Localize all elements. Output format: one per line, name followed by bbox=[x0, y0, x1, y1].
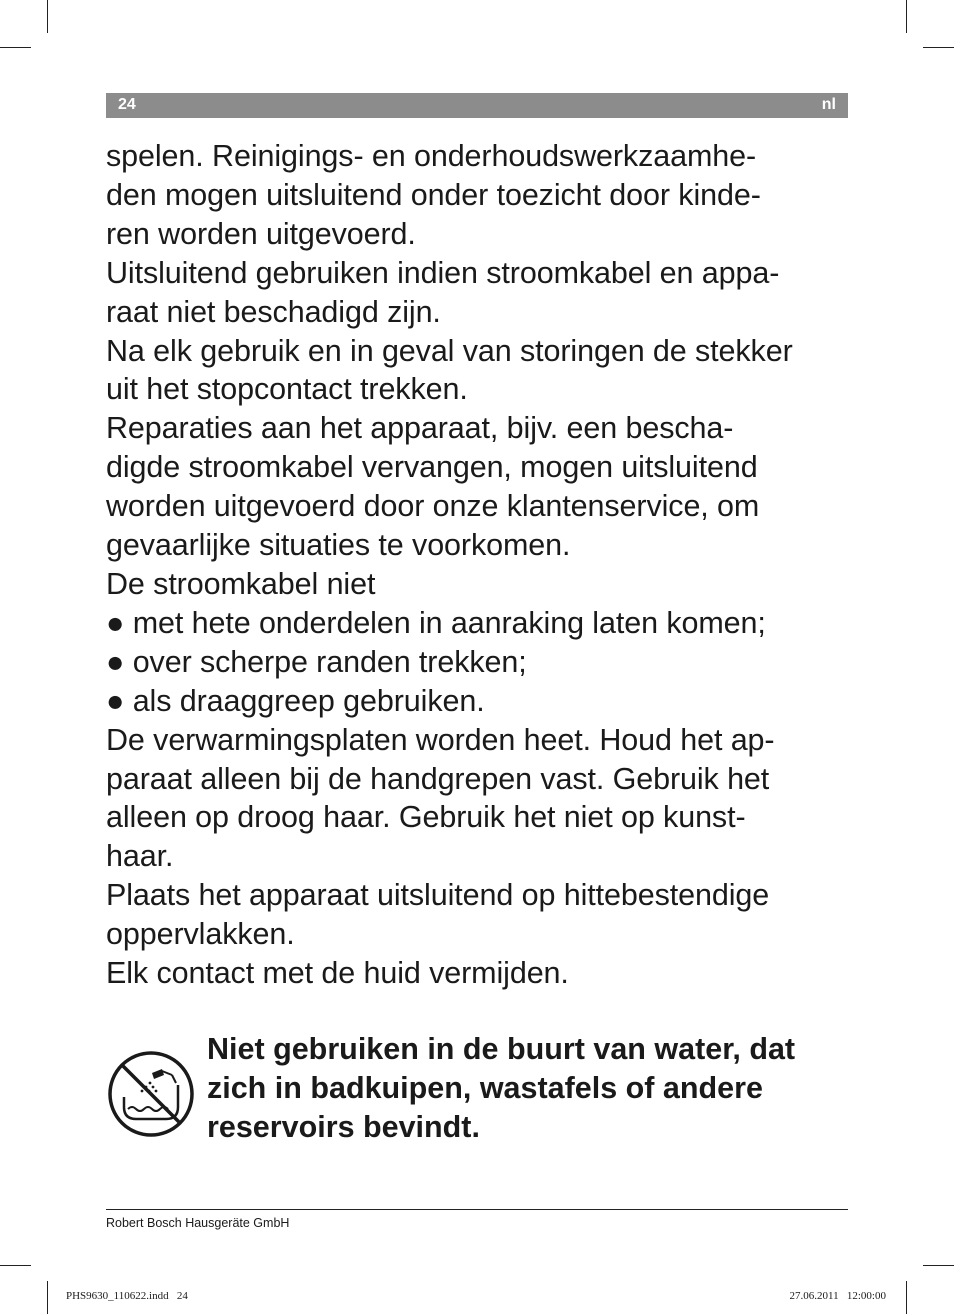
text-line: worden uitgevoerd door onze klantenservice, om bbox=[106, 489, 760, 524]
print-slug-datetime: 27.06.2011 12:00:00 bbox=[789, 1290, 886, 1302]
page-number: 24 bbox=[118, 96, 136, 113]
text-line: spelen. Reinigings- en onderhoudswerkzaamhe- bbox=[106, 139, 757, 173]
text-line: uit het stopcontact trekken. bbox=[106, 372, 468, 407]
bullet-item: ● over scherpe randen trekken; bbox=[106, 644, 527, 679]
bullet-item: ● met hete onderdelen in aanraking laten komen; bbox=[106, 605, 766, 640]
crop-mark bbox=[47, 1281, 48, 1314]
safety-instructions-text bbox=[106, 137, 866, 993]
language-code: nl bbox=[821, 96, 836, 113]
no-water-bath-icon bbox=[106, 1049, 196, 1139]
text-line: Na elk gebruik en in geval van storingen de stekker bbox=[106, 333, 793, 368]
footer-divider bbox=[106, 1209, 848, 1210]
print-slug-file: PHS9630_110622.indd 24 bbox=[66, 1290, 188, 1302]
text-line: Plaats het apparaat uitsluitend op hittebestendige bbox=[106, 878, 770, 913]
warning-line: Niet gebruiken in de buurt van water, dat bbox=[207, 1032, 796, 1066]
text-line: den mogen uitsluitend onder toezicht door kinde- bbox=[106, 177, 761, 212]
text-line: paraat alleen bij de handgrepen vast. Gebruik het bbox=[106, 761, 770, 796]
text-line: oppervlakken. bbox=[106, 917, 295, 952]
text-line: haar. bbox=[106, 839, 174, 874]
warning-line: reservoirs bevindt. bbox=[207, 1110, 480, 1144]
footer-company: Robert Bosch Hausgeräte GmbH bbox=[106, 1216, 290, 1230]
water-warning-text bbox=[207, 1030, 867, 1147]
page-header-bar bbox=[106, 93, 848, 118]
crop-mark bbox=[0, 1265, 31, 1266]
text-line: raat niet beschadigd zijn. bbox=[106, 294, 441, 329]
crop-mark bbox=[923, 1265, 954, 1266]
text-line: digde stroomkabel vervangen, mogen uitsluitend bbox=[106, 450, 758, 485]
crop-mark bbox=[906, 1281, 907, 1314]
crop-mark bbox=[906, 0, 907, 33]
text-line: Reparaties aan het apparaat, bijv. een bescha- bbox=[106, 411, 734, 446]
text-line: Elk contact met de huid vermijden. bbox=[106, 956, 569, 991]
bullet-item: ● als draaggreep gebruiken. bbox=[106, 683, 485, 718]
text-line: Uitsluitend gebruiken indien stroomkabel en appa- bbox=[106, 255, 780, 290]
crop-mark bbox=[923, 47, 954, 48]
text-line: ren worden uitgevoerd. bbox=[106, 216, 416, 251]
warning-line: zich in badkuipen, wastafels of andere bbox=[207, 1071, 763, 1105]
crop-mark bbox=[0, 47, 31, 48]
text-line: De verwarmingsplaten worden heet. Houd het ap- bbox=[106, 722, 775, 757]
crop-mark bbox=[47, 0, 48, 33]
text-line: De stroomkabel niet bbox=[106, 566, 376, 601]
text-line: gevaarlijke situaties te voorkomen. bbox=[106, 528, 571, 563]
text-line: alleen op droog haar. Gebruik het niet op kunst- bbox=[106, 800, 746, 835]
